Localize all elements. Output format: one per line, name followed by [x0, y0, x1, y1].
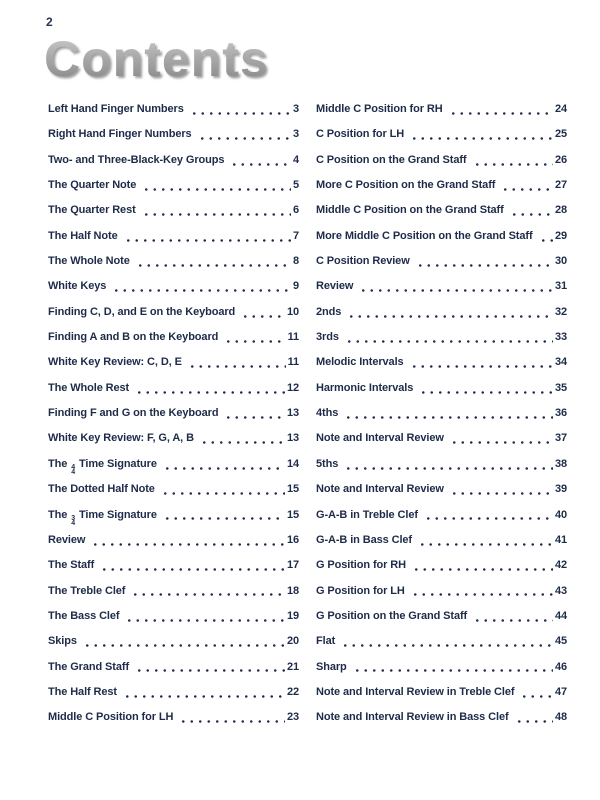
toc-entry [48, 705, 299, 730]
toc-entry-page: 14 [286, 457, 299, 470]
toc-entry [316, 325, 567, 350]
toc-entry [316, 274, 567, 299]
dot-leader [122, 224, 291, 249]
toc-entry [316, 173, 567, 198]
toc-entry [316, 249, 567, 274]
toc-entry-title: Two- and Three-Black-Key Groups [48, 153, 225, 166]
toc-entry-page: 33 [554, 331, 567, 344]
dot-leader [342, 401, 553, 426]
dot-leader [134, 249, 291, 274]
toc-entry-page: 23 [286, 711, 299, 724]
toc-entry [316, 350, 567, 375]
toc-entry-title: Right Hand Finger Numbers [48, 128, 192, 141]
dot-leader [408, 122, 553, 147]
time-signature-fraction [70, 516, 76, 527]
toc-entry-page: 18 [286, 584, 299, 597]
toc-entry-page: 8 [292, 255, 299, 268]
toc-entry-title: Harmonic Intervals [316, 381, 414, 394]
toc-entry [48, 97, 299, 122]
dot-leader [409, 579, 553, 604]
toc-entry [48, 680, 299, 705]
dot-leader [417, 376, 553, 401]
toc-entry-page: 6 [292, 204, 299, 217]
toc-entry-title: C Position on the Grand Staff [316, 153, 467, 166]
toc-entry-title: Finding F and G on the Keyboard [48, 407, 219, 420]
toc-entry-page: 24 [554, 103, 567, 115]
toc-entry-page: 29 [554, 229, 567, 242]
toc-entry-page: 5 [292, 179, 299, 192]
toc-entry-title: 4ths [316, 407, 339, 420]
dot-leader [110, 274, 291, 299]
toc-entry-title: Note and Interval Review [316, 432, 444, 445]
toc-entry-title: Middle C Position on the Grand Staff [316, 204, 504, 217]
toc-entry-title: The Half Note [48, 229, 118, 242]
toc-entry-title: Melodic Intervals [316, 356, 404, 369]
dot-leader [345, 300, 553, 325]
toc-entry-title: The Quarter Note [48, 179, 137, 192]
toc-entry-page: 40 [554, 508, 567, 521]
toc-entry-title: The 4 4 Time Signature [48, 457, 157, 477]
toc-entry-page: 13 [286, 432, 299, 445]
dot-leader [537, 224, 553, 249]
toc-entry-title: More C Position on the Grand Staff [316, 179, 496, 192]
toc-entry [316, 97, 567, 122]
toc-entry [48, 325, 299, 350]
dot-leader [448, 426, 553, 451]
toc-entry [316, 426, 567, 451]
dot-leader [508, 198, 553, 223]
toc-entry-title: The Bass Clef [48, 609, 120, 622]
toc-entry [48, 300, 299, 325]
toc-entry [316, 452, 567, 477]
fraction-denominator: 4 [71, 520, 76, 528]
toc-entry-title: More Middle C Position on the Grand Staff [316, 229, 533, 242]
toc-entry-page: 34 [554, 356, 567, 369]
toc-entry [316, 503, 567, 528]
dot-leader [129, 579, 285, 604]
dot-leader [89, 528, 285, 553]
toc-entry [48, 249, 299, 274]
toc-entry-page: 10 [286, 305, 299, 318]
toc-entry-page: 25 [554, 128, 567, 141]
toc-entry [316, 528, 567, 553]
toc-entry-page: 37 [554, 432, 567, 445]
toc-entry [48, 604, 299, 629]
toc-entry-page: 48 [554, 711, 567, 724]
toc-entry-page: 17 [286, 559, 299, 572]
toc-entry-title: White Key Review: F, G, A, B [48, 432, 194, 445]
toc-entry-title: 2nds [316, 305, 342, 318]
toc-entry [48, 350, 299, 375]
dot-leader [140, 198, 291, 223]
toc-entry-page: 22 [286, 685, 299, 698]
toc-entry-title: White Keys [48, 280, 107, 293]
dot-leader [196, 122, 291, 147]
dot-leader [357, 274, 553, 299]
toc-entry [316, 705, 567, 730]
toc-entry [316, 604, 567, 629]
toc-entry-page: 38 [554, 457, 567, 470]
toc-entry-page: 15 [286, 483, 299, 496]
dot-leader [448, 477, 553, 502]
dot-leader [414, 249, 553, 274]
toc-entry-title: The Treble Clef [48, 584, 126, 597]
toc-entry-title: 3rds [316, 331, 339, 344]
time-signature-fraction [70, 465, 76, 476]
toc-entry [48, 426, 299, 451]
toc-entry-title: Note and Interval Review in Bass Clef [316, 711, 509, 724]
toc-entry-page: 44 [554, 609, 567, 622]
toc-entry [48, 629, 299, 654]
toc-entry-title: G-A-B in Treble Clef [316, 508, 418, 521]
toc-entry-page: 28 [554, 204, 567, 217]
toc-entry-title: The Dotted Half Note [48, 483, 155, 496]
toc-entry [48, 477, 299, 502]
toc-entry-page: 43 [554, 584, 567, 597]
toc-entry-title: G Position on the Grand Staff [316, 609, 468, 622]
toc-entry-title: Finding C, D, and E on the Keyboard [48, 305, 236, 318]
toc-entry-page: 4 [292, 153, 299, 166]
dot-leader [161, 452, 285, 477]
toc-entry-page: 9 [292, 280, 299, 293]
toc-entry-title: The Whole Note [48, 255, 130, 268]
toc-entry [316, 680, 567, 705]
fraction-numerator: 3 [71, 514, 76, 522]
toc-entry-page: 30 [554, 255, 567, 268]
toc-entry [48, 528, 299, 553]
toc-entry-page: 11 [287, 331, 299, 344]
toc-entry-page: 47 [554, 685, 567, 698]
toc-entry [316, 148, 567, 173]
toc-column-left [48, 97, 299, 731]
dot-leader [339, 629, 553, 654]
toc-entry-page: 35 [554, 381, 567, 394]
dot-leader [186, 350, 286, 375]
toc-entry-title: The 3 4 Time Signature [48, 508, 157, 528]
toc-entry [48, 553, 299, 578]
toc-entry [316, 553, 567, 578]
toc-entry-page: 21 [286, 660, 299, 673]
dot-leader [239, 300, 285, 325]
toc-entry [48, 376, 299, 401]
toc-entry-title: Flat [316, 635, 336, 648]
dot-leader [98, 553, 285, 578]
toc-entry-title: The Grand Staff [48, 660, 130, 673]
toc-entry [316, 401, 567, 426]
dot-leader [408, 350, 553, 375]
toc-entry-page: 39 [554, 483, 567, 496]
toc-entry-page: 12 [286, 381, 299, 394]
toc-entry-title: 5ths [316, 457, 339, 470]
toc-entry-title: Middle C Position for LH [48, 711, 174, 724]
dot-leader [81, 629, 285, 654]
toc-entry-title: White Key Review: C, D, E [48, 356, 182, 369]
toc-entry-title: G Position for LH [316, 584, 405, 597]
dot-leader [198, 426, 285, 451]
dot-leader [447, 97, 553, 122]
toc-entry-title: Note and Interval Review in Treble Clef [316, 685, 515, 698]
dot-leader [133, 376, 285, 401]
fraction-denominator: 4 [71, 469, 76, 477]
dot-leader [121, 680, 285, 705]
dot-leader [422, 503, 553, 528]
toc-entry-title: The Staff [48, 559, 95, 572]
toc-entry-page: 7 [292, 229, 299, 242]
toc-entry-page: 19 [286, 609, 299, 622]
toc-entry [316, 224, 567, 249]
toc-entry [316, 376, 567, 401]
toc-entry [316, 477, 567, 502]
dot-leader [342, 452, 553, 477]
toc-entry-title: G Position for RH [316, 559, 406, 572]
toc-entry [316, 122, 567, 147]
toc-entry [48, 579, 299, 604]
dot-leader [471, 148, 553, 173]
toc-entry [48, 503, 299, 528]
toc-entry-page: 41 [554, 533, 567, 546]
fraction-numerator: 4 [71, 463, 76, 471]
toc-entry-title: C Position Review [316, 255, 410, 268]
toc-entry-page: 46 [554, 660, 567, 673]
dot-leader [188, 97, 291, 122]
dot-leader [177, 705, 285, 730]
toc-entry-page: 26 [554, 153, 567, 166]
dot-leader [343, 325, 553, 350]
toc-entry [48, 198, 299, 223]
toc-entry-page: 15 [286, 508, 299, 521]
toc-entry-title: Note and Interval Review [316, 483, 444, 496]
toc-entry-title: The Whole Rest [48, 381, 130, 394]
toc-entry-title: The Quarter Rest [48, 204, 136, 217]
toc-entry-title: Middle C Position for RH [316, 103, 443, 115]
toc-entry-title: The Half Rest [48, 685, 117, 698]
table-of-contents [48, 97, 567, 731]
toc-entry [48, 122, 299, 147]
dot-leader [513, 705, 553, 730]
toc-entry [316, 198, 567, 223]
toc-column-right [316, 97, 567, 731]
toc-entry [48, 452, 299, 477]
dot-leader [161, 503, 285, 528]
dot-leader [222, 325, 285, 350]
toc-entry [316, 629, 567, 654]
toc-entry-title: C Position for LH [316, 128, 405, 141]
toc-entry-title: Skips [48, 635, 77, 648]
toc-entry-title: Left Hand Finger Numbers [48, 103, 184, 115]
toc-entry [48, 655, 299, 680]
toc-entry-page: 32 [554, 305, 567, 318]
dot-leader [123, 604, 285, 629]
toc-entry-page: 36 [554, 407, 567, 420]
toc-entry-page: 27 [554, 179, 567, 192]
toc-entry-title: G-A-B in Bass Clef [316, 533, 412, 546]
toc-entry-title: Finding A and B on the Keyboard [48, 331, 219, 344]
toc-entry-page: 42 [554, 559, 567, 572]
page-title: Contents [44, 31, 269, 87]
dot-leader [133, 655, 285, 680]
toc-entry [316, 655, 567, 680]
toc-entry-page: 13 [286, 407, 299, 420]
toc-entry [316, 579, 567, 604]
dot-leader [410, 553, 553, 578]
dot-leader [140, 173, 291, 198]
toc-entry [48, 401, 299, 426]
dot-leader [471, 604, 553, 629]
dot-leader [228, 148, 291, 173]
dot-leader [416, 528, 553, 553]
toc-entry-page: 11 [287, 356, 299, 369]
toc-entry [48, 224, 299, 249]
page-number: 2 [46, 15, 53, 29]
toc-entry [48, 148, 299, 173]
toc-entry [316, 300, 567, 325]
toc-entry [48, 274, 299, 299]
toc-entry [48, 173, 299, 198]
toc-entry-page: 3 [292, 103, 299, 115]
dot-leader [159, 477, 285, 502]
dot-leader [351, 655, 553, 680]
dot-leader [499, 173, 553, 198]
toc-entry-page: 16 [286, 533, 299, 546]
dot-leader [518, 680, 553, 705]
toc-entry-title: Review [48, 533, 86, 546]
toc-entry-page: 45 [554, 635, 567, 648]
toc-entry-page: 31 [554, 280, 567, 293]
toc-entry-title: Sharp [316, 660, 347, 673]
dot-leader [222, 401, 285, 426]
toc-entry-title: Review [316, 280, 354, 293]
toc-entry-page: 20 [286, 635, 299, 648]
toc-entry-page: 3 [292, 128, 299, 141]
